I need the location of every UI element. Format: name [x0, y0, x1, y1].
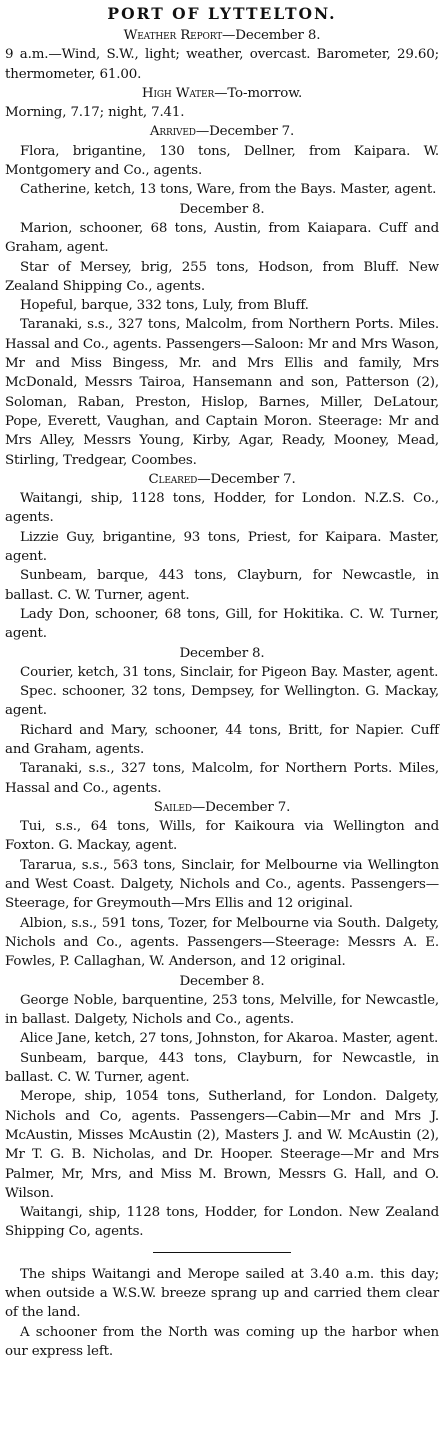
shipping-entry: Lady Don, schooner, 68 tons, Gill, for Hokitika. C. W. Turner, agent. [5, 606, 439, 642]
high-water-date: —To-morrow. [214, 85, 303, 101]
shipping-entry: Waitangi, ship, 1128 tons, Hodder, for London. New Zealand Shipping Co, agents. [5, 1205, 439, 1240]
shipping-entry: Sunbeam, barque, 443 tons, Clayburn, for Newcastle, in ballast. C. W. Turner, agent. [5, 568, 439, 603]
high-water-label: High Water [141, 85, 215, 101]
shipping-entry: Tararua, s.s., 563 tons, Sinclair, for Melbourne via Wellington and West Coast. Dalgety, Nichols and Co., agents. Passengers—Steerage, for Greymouth—Mrs Ellis and 12 original. [5, 857, 439, 912]
page-title: PORT OF LYTTELTON. [107, 4, 337, 23]
cleared-label: Cleared [148, 471, 198, 487]
cleared-heading [5, 470, 439, 489]
high-water-heading [5, 84, 439, 103]
weather-report: 9 a.m.—Wind, S.W., light; weather, overcast. Barometer, 29.60; thermometer, 61.00. [5, 47, 439, 82]
shipping-entry: Spec. schooner, 32 tons, Dempsey, for Wellington. G. Mackay, agent. [5, 684, 439, 719]
cleared-date: —December 7. [197, 471, 296, 487]
arrived-date: —December 7. [195, 124, 295, 140]
news-note: The ships Waitangi and Merope sailed at 3.40 a.m. this day; when outside a W.S.W. breeze sprang up and carried them clear of the land. [5, 1266, 439, 1321]
sailed-date: —December 7. [191, 799, 291, 815]
news-note: A schooner from the North was coming up the harbor when our express left. [5, 1324, 439, 1359]
weather-date: —December 8. [222, 28, 321, 43]
sailed-date-2: December 8. [179, 973, 265, 989]
shipping-entry: Merope, ship, 1054 tons, Sutherland, for London. Dalgety, Nichols and Co, agents. Passengers—Cabin—Mr and Mrs J. McAustin, Misses McAustin (2), Masters J. and W. McAustin (2), Mr T. G. B. Nicholas, and Dr. Hooper. Steerage—Mr and Mrs Palmer, Mr, Mrs, and Miss M. Brown, Messrs G. Hall, and O. Wilson. [5, 1089, 439, 1201]
shipping-entry: Catherine, ketch, 13 tons, Ware, from the Bays. Master, agent. [20, 182, 437, 198]
arrived-heading [5, 122, 439, 141]
shipping-entry: Sunbeam, barque, 443 tons, Clayburn, for Newcastle, in ballast. C. W. Turner, agent. [5, 1050, 439, 1086]
high-water-times: Morning, 7.17; night, 7.41. [5, 105, 185, 121]
shipping-entry: Star of Mersey, brig, 255 tons, Hodson, from Bluff. New Zealand Shipping Co., agents. [5, 259, 439, 294]
shipping-entry: Lizzie Guy, brigantine, 93 tons, Priest, for Kaipara. Master, agent. [5, 529, 439, 565]
shipping-entry: Alice Jane, ketch, 27 tons, Johnston, for Akaroa. Master, agent. [20, 1031, 439, 1047]
shipping-entry: Taranaki, s.s., 327 tons, Malcolm, for Northern Ports. Miles, Hassal and Co., agents. [5, 761, 439, 796]
arrived-label: Arrived [149, 124, 196, 140]
shipping-entry: Richard and Mary, schooner, 44 tons, Britt, for Napier. Cuff and Graham, agents. [5, 722, 439, 757]
shipping-entry: Courier, ketch, 31 tons, Sinclair, for Pigeon Bay. Master, agent. [20, 664, 439, 680]
shipping-entry: Tui, s.s., 64 tons, Wills, for Kaikoura via Wellington and Foxton. G. Mackay, agent. [5, 819, 439, 854]
shipping-entry: Flora, brigantine, 130 tons, Dellner, from Kaipara. W. Montgomery and Co., agents. [5, 143, 439, 179]
sailed-heading [5, 798, 439, 817]
shipping-entry: Waitangi, ship, 1128 tons, Hodder, for London. N.Z.S. Co., agents. [5, 491, 439, 526]
sailed-label: Sailed [153, 799, 192, 815]
shipping-entry: Marion, schooner, 68 tons, Austin, from Kaiapara. Cuff and Graham, agent. [5, 220, 439, 256]
shipping-entry: Hopeful, barque, 332 tons, Luly, from Bluff. [20, 298, 309, 314]
shipping-entry: Albion, s.s., 591 tons, Tozer, for Melbourne via South. Dalgety, Nichols and Co., agents. Passengers—Steerage: Messrs A. E. Fowles, P. Callaghan, W. Anderson, and 12 original. [5, 915, 439, 970]
weather-heading [5, 26, 439, 45]
weather-heading-label: Weather Report [123, 28, 223, 43]
arrived-date-2: December 8. [179, 201, 265, 217]
shipping-entry: George Noble, barquentine, 253 tons, Melville, for Newcastle, in ballast. Dalgety, Nichols and Co., agents. [5, 992, 439, 1028]
shipping-entry: Taranaki, s.s., 327 tons, Malcolm, from Northern Ports. Miles. Hassal and Co., agents. Passengers—Saloon: Mr and Mrs Wason, Mr and Miss Bingess, Mr. and Mrs Ellis and family, Mrs McDonald, Messrs Tairoa, Hansemann and son, Patterson (2), Soloman, Raban, Preston, Hislop, Barnes, Miller, DeLatour, Pope, Everett, Vaughan, and Captain Moron. Steerage: Mr and Mrs Alley, Messrs Young, Kirby, Agar, Ready, Mooney, Mead, Stirling, Tredgear, Coombes. [5, 317, 439, 468]
section-divider [153, 1252, 291, 1253]
cleared-date-2: December 8. [179, 645, 265, 661]
